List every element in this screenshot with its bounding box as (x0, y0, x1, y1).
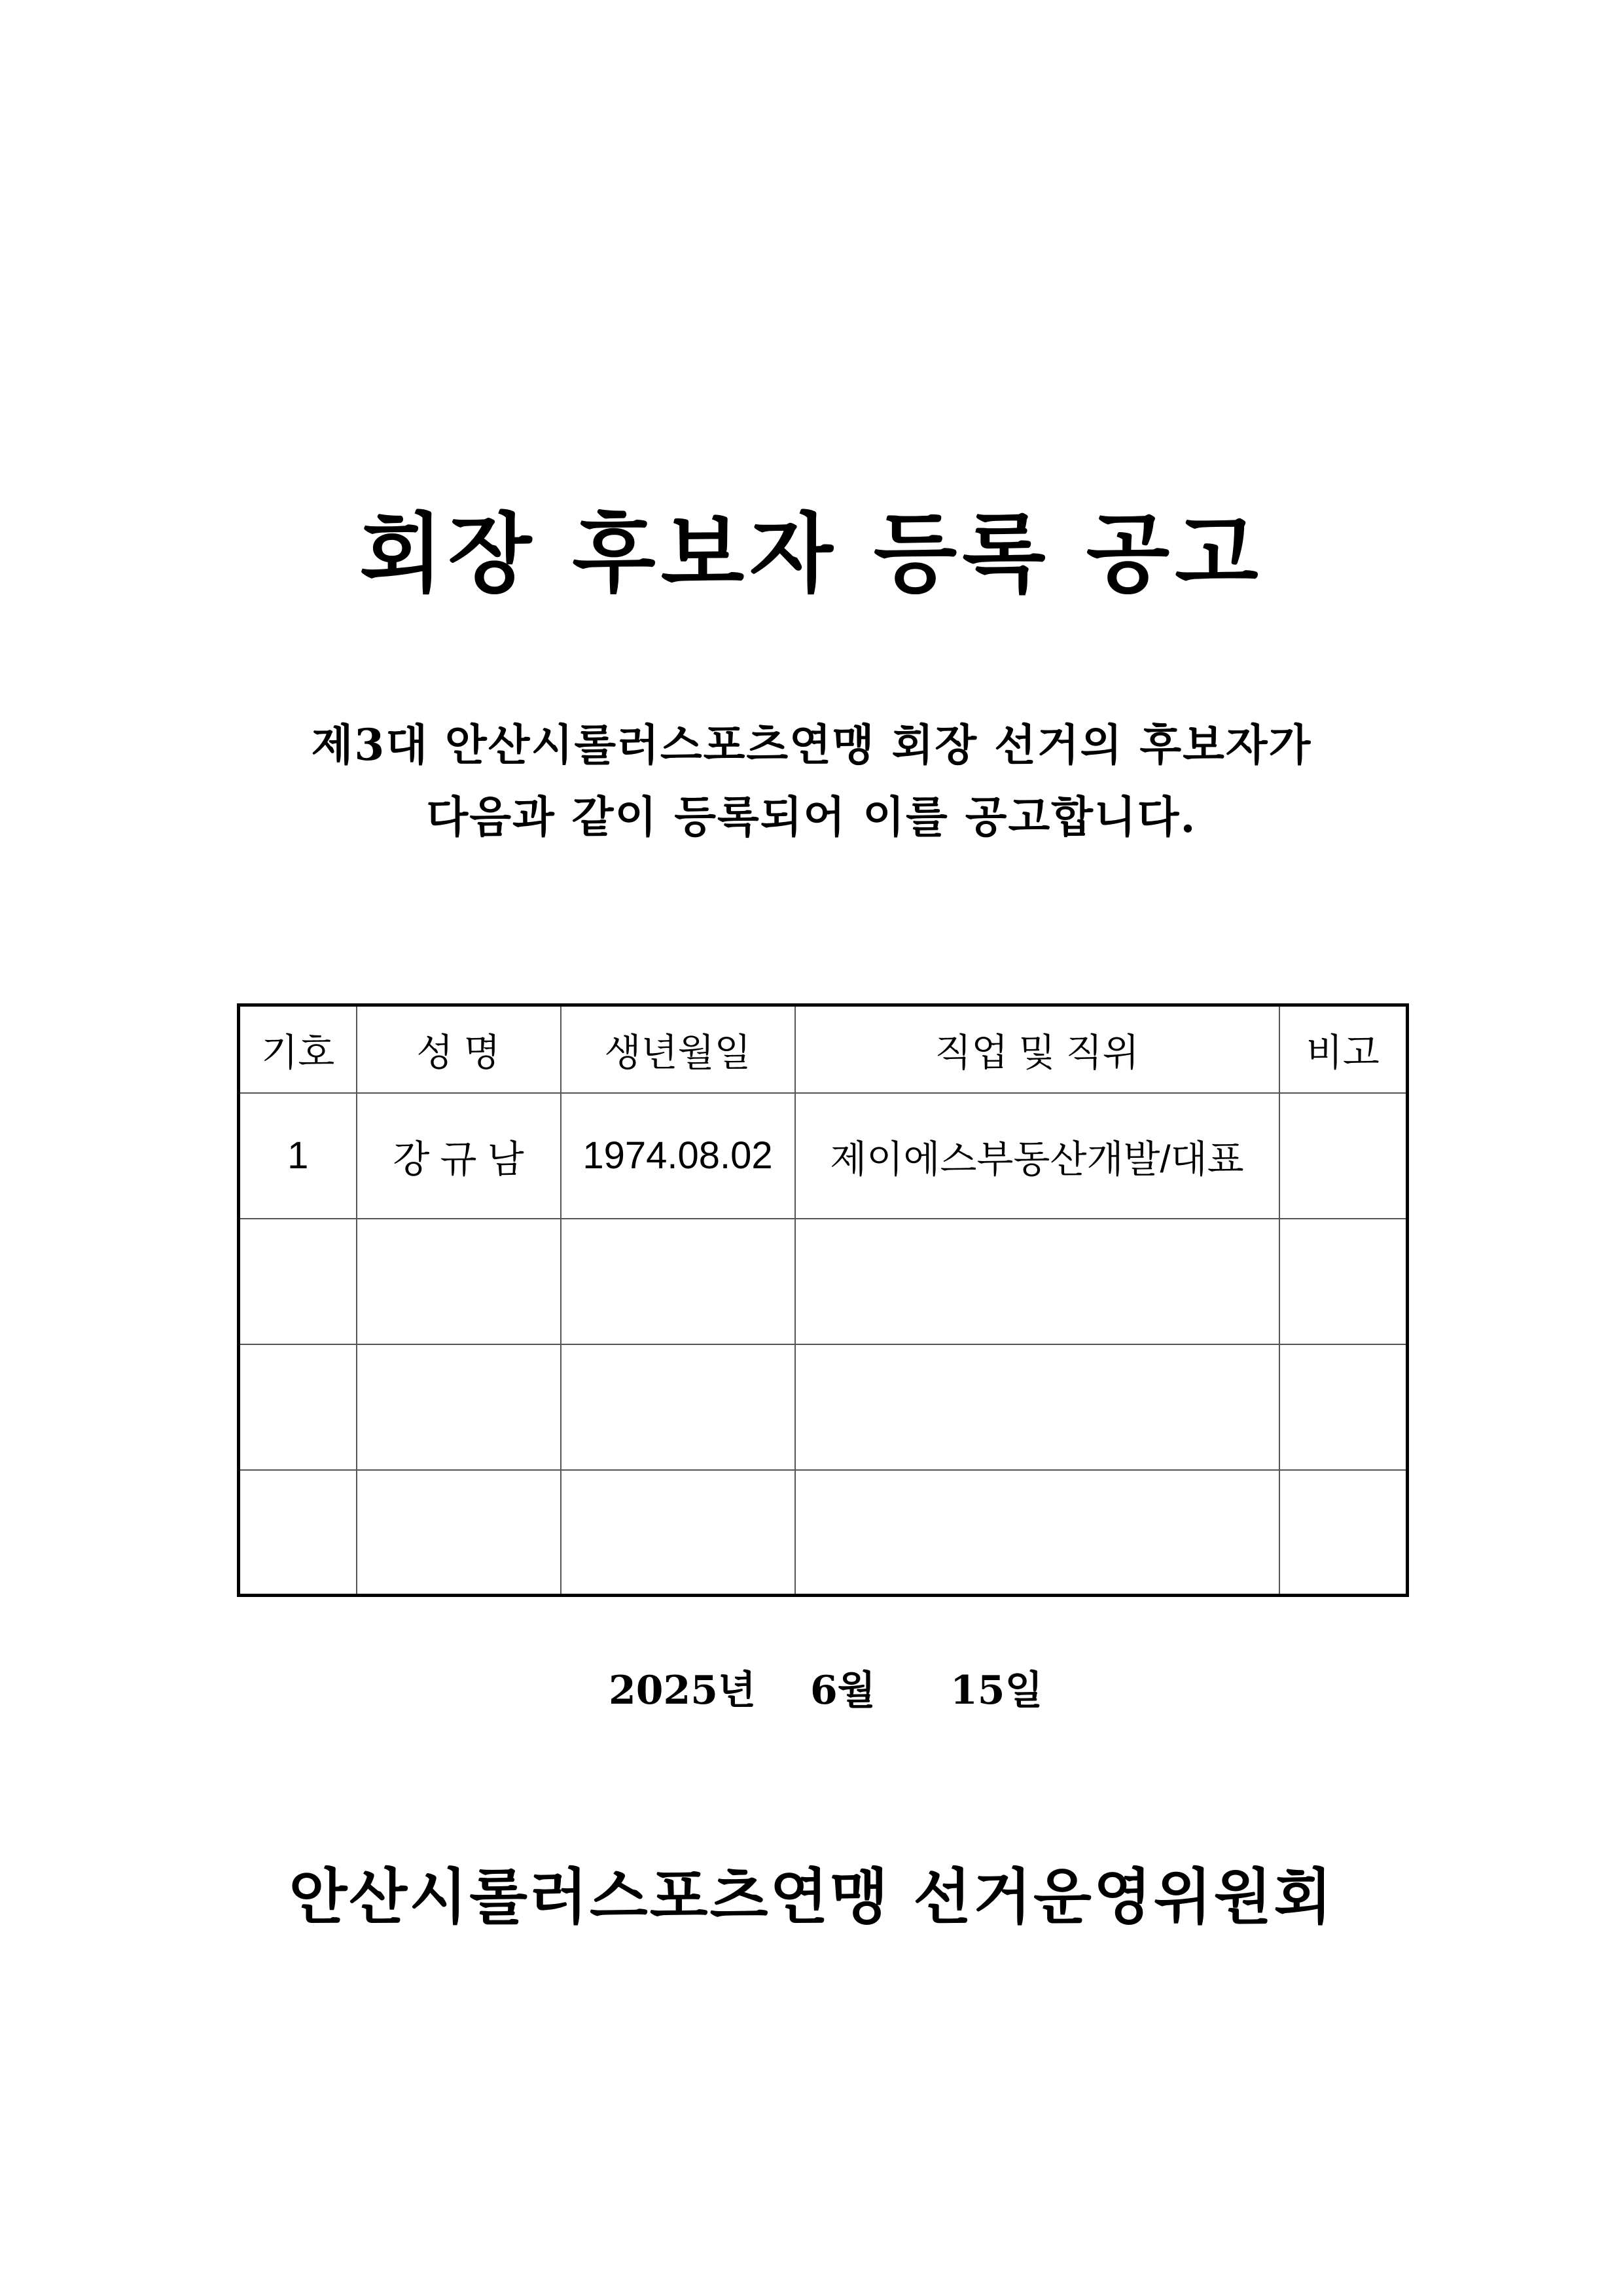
date-year: 2025년 (609, 1668, 756, 1713)
cell-occupation (795, 1470, 1279, 1596)
candidate-table (237, 1003, 1409, 1597)
cell-occupation: 제이에스부동산개발/대표 (795, 1093, 1279, 1219)
intro-line-2: 다음과 같이 등록되어 이를 공고합니다. (426, 791, 1197, 842)
cell-number: 1 (239, 1093, 357, 1219)
cell-birthdate (561, 1344, 795, 1470)
cell-name: 강 규 남 (357, 1093, 561, 1219)
intro-line-1: 제3대 안산시롤러스포츠연맹 회장 선거의 후보자가 (311, 719, 1312, 770)
table-row (239, 1470, 1408, 1596)
cell-occupation (795, 1344, 1279, 1470)
header-birthdate: 생년월일 (561, 1005, 795, 1093)
date-month: 6월 (810, 1668, 876, 1713)
cell-birthdate: 1974.08.02 (561, 1093, 795, 1219)
cell-birthdate (561, 1219, 795, 1344)
header-remarks: 비고 (1279, 1005, 1408, 1093)
cell-number (239, 1219, 357, 1344)
committee-name: 안산시롤러스포츠연맹 선거운영위원회 (289, 1861, 1334, 1932)
cell-name (357, 1219, 561, 1344)
date-day: 15일 (950, 1668, 1043, 1713)
cell-birthdate (561, 1470, 795, 1596)
cell-remarks (1279, 1219, 1408, 1344)
cell-remarks (1279, 1470, 1408, 1596)
table-row (239, 1093, 1408, 1219)
header-occupation: 직업 및 직위 (795, 1005, 1279, 1093)
cell-number (239, 1344, 357, 1470)
cell-name (357, 1344, 561, 1470)
table-row (239, 1344, 1408, 1470)
header-number: 기호 (239, 1005, 357, 1093)
table-header-row (239, 1005, 1408, 1093)
header-name: 성 명 (357, 1005, 561, 1093)
cell-occupation (795, 1219, 1279, 1344)
cell-remarks (1279, 1093, 1408, 1219)
cell-name (357, 1470, 561, 1596)
cell-number (239, 1470, 357, 1596)
table-row (239, 1219, 1408, 1344)
cell-remarks (1279, 1344, 1408, 1470)
page-title: 회장 후보자 등록 공고 (359, 503, 1264, 605)
